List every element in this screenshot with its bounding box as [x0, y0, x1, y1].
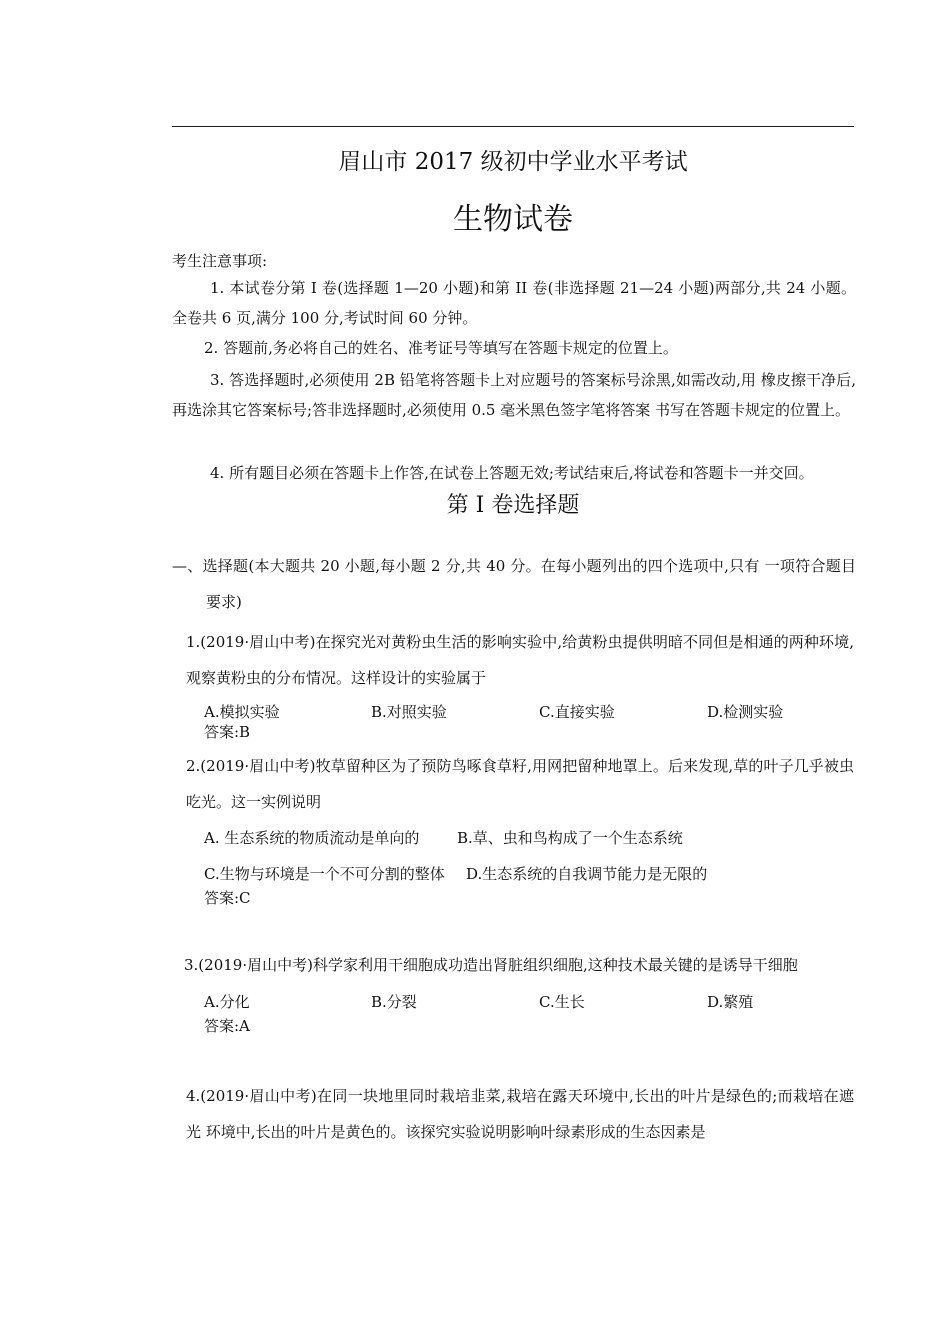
question-2-option-a: A. 生态系统的物质流动是单向的 — [204, 829, 420, 847]
question-1-option-c: C.直接实验 — [539, 703, 615, 721]
notice-item-3: 3. 答选择题时,必须使用 2B 铅笔将答题卡上对应题号的答案标号涂黑,如需改动,用 橡皮擦干净后,再选涂其它答案标号;答非选择题时,必须使用 0.5 毫米黑色签字笔将答案 书写在答题卡规定的位置上。 — [172, 371, 856, 419]
header-rule — [172, 126, 854, 127]
question-2-answer: 答案:C — [204, 889, 251, 907]
question-1-answer: 答案:B — [204, 723, 251, 741]
question-4-stem: 4.(2019·眉山中考)在同一块地里同时栽培韭菜,栽培在露天环境中,长出的叶片是绿色的;而栽培在遮光 环境中,长出的叶片是黄色的。该探究实验说明影响叶绿素形成的生态因素是 — [186, 1087, 854, 1141]
exam-subtitle: 生物试卷 — [453, 202, 573, 237]
section-title: 第 I 卷选择题 — [446, 493, 580, 518]
question-1-stem: 1.(2019·眉山中考)在探究光对黄粉虫生活的影响实验中,给黄粉虫提供明暗不同但是相通的两种环境,观察黄粉虫的分布情况。这样设计的实验属于 — [186, 633, 854, 687]
question-1-option-d: D.检测实验 — [707, 703, 784, 721]
notice-heading: 考生注意事项: — [172, 252, 268, 270]
question-2-option-d: D.生态系统的自我调节能力是无限的 — [466, 865, 708, 883]
question-3-answer: 答案:A — [204, 1017, 250, 1035]
question-3-option-c: C.生长 — [539, 993, 585, 1011]
question-3-option-d: D.繁殖 — [707, 993, 754, 1011]
section-intro: —、选择题(本大题共 20 小题,每小题 2 分,共 40 分。在每小题列出的四个选项中,只有 一项符合题目要求) — [172, 557, 856, 611]
question-2-option-b: B.草、虫和鸟构成了一个生态系统 — [457, 829, 683, 847]
exam-title: 眉山市 2017 级初中学业水平考试 — [338, 149, 688, 175]
notice-item-4: 4. 所有题目必须在答题卡上作答,在试卷上答题无效;考试结束后,将试卷和答题卡一并交回。 — [210, 464, 814, 482]
question-3-option-a: A.分化 — [204, 993, 250, 1011]
question-2-stem: 2.(2019·眉山中考)牧草留种区为了预防鸟啄食草籽,用网把留种地罩上。后来发现,草的叶子几乎被虫 吃光。这一实例说明 — [186, 757, 854, 811]
question-3-stem: 3.(2019·眉山中考)科学家利用干细胞成功造出肾脏组织细胞,这种技术最关键的是诱导干细胞 — [184, 956, 798, 974]
notice-item-1: 1. 本试卷分第 I 卷(选择题 1—20 小题)和第 II 卷(非选择题 21—24 小题)两部分,共 24 小题。全卷共 6 页,满分 100 分,考试时间 60 分钟。 — [172, 279, 856, 327]
question-3-option-b: B.分裂 — [371, 993, 417, 1011]
question-1-option-a: A.模拟实验 — [204, 703, 280, 721]
notice-item-2: 2. 答题前,务必将自己的姓名、准考证号等填写在答题卡规定的位置上。 — [204, 339, 678, 357]
question-2-option-c: C.生物与环境是一个不可分割的整体 — [204, 865, 445, 883]
question-1-option-b: B.对照实验 — [371, 703, 447, 721]
